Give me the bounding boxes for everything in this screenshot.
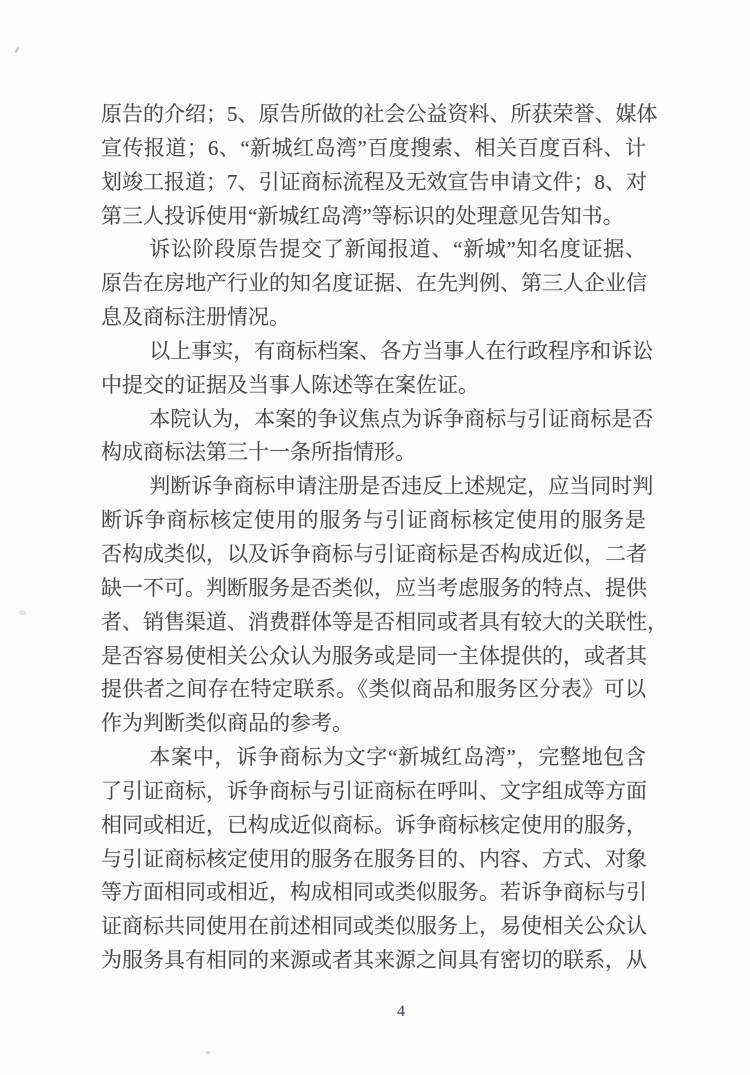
text-line: 构成商标法第三十一条所指情形。 xyxy=(101,440,416,465)
text-line: 本案中，诉争商标为文字“新城红岛湾”，完整地包含 xyxy=(149,745,646,770)
text-line: 本院认为，本案的争议焦点为诉争商标与引证商标是否 xyxy=(149,406,654,431)
text-line: 提供者之间存在特定联系。《类似商品和服务区分表》可以 xyxy=(101,677,646,702)
text-line: 为服务具有相同的来源或者其来源之间具有密切的联系，从 xyxy=(101,948,647,973)
text-line: 等方面相同或相近，构成相同或类似服务。若诉争商标与引 xyxy=(101,880,647,905)
text-line: 宣传报道；6、“新城红岛湾”百度搜索、相关百度百科、计 xyxy=(101,135,646,160)
text-line: 息及商标注册情况。 xyxy=(101,305,290,330)
text-line: 作为判断类似商品的参考。 xyxy=(101,711,353,736)
text-line: 以上事实，有商标档案、各方当事人在行政程序和诉讼 xyxy=(149,338,654,363)
text-line: 证商标共同使用在前述相同或类似服务上，易使相关公众认 xyxy=(101,914,647,939)
text-line: 是否容易使相关公众认为服务或是同一主体提供的，或者其 xyxy=(101,643,647,668)
text-line: 原告在房地产行业的知名度证据、在先判例、第三人企业信 xyxy=(101,271,647,296)
text-line: 了引证商标，诉争商标与引证商标在呼叫、文字组成等方面 xyxy=(101,778,647,803)
page-number: 4 xyxy=(397,1003,405,1020)
text-line: 划竣工报道；7、引证商标流程及无效宣告申请文件；8、对 xyxy=(101,169,647,194)
scan-artifact xyxy=(15,47,20,53)
text-line: 者、销售渠道、消费群体等是否相同或者具有较大的关联性， xyxy=(101,609,668,634)
scan-artifact xyxy=(206,1051,210,1054)
scan-artifact xyxy=(19,610,26,615)
text-line: 与引证商标核定使用的服务在服务目的、内容、方式、对象 xyxy=(101,846,647,871)
text-line: 判断诉争商标申请注册是否违反上述规定，应当同时判 xyxy=(149,474,654,499)
text-line: 原告的介绍；5、原告所做的社会公益资料、所获荣誉、媒体 xyxy=(101,102,658,126)
text-line: 诉讼阶段原告提交了新闻报道、“新城”知名度证据、 xyxy=(149,237,646,262)
text-line: 中提交的证据及当事人陈述等在案佐证。 xyxy=(101,372,479,397)
text-line: 否构成类似，以及诉争商标与引证商标是否构成近似，二者 xyxy=(101,541,647,566)
text-line: 相同或相近，已构成近似商标。诉争商标核定使用的服务， xyxy=(101,812,647,837)
judgment-text-block xyxy=(101,98,668,978)
text-line: 断诉争商标核定使用的服务与引证商标核定使用的服务是 xyxy=(101,508,646,533)
text-line: 缺一不可。判断服务是否类似，应当考虑服务的特点、提供 xyxy=(101,575,647,600)
text-line: 第三人投诉使用“新城红岛湾”等标识的处理意见告知书。 xyxy=(101,203,624,228)
